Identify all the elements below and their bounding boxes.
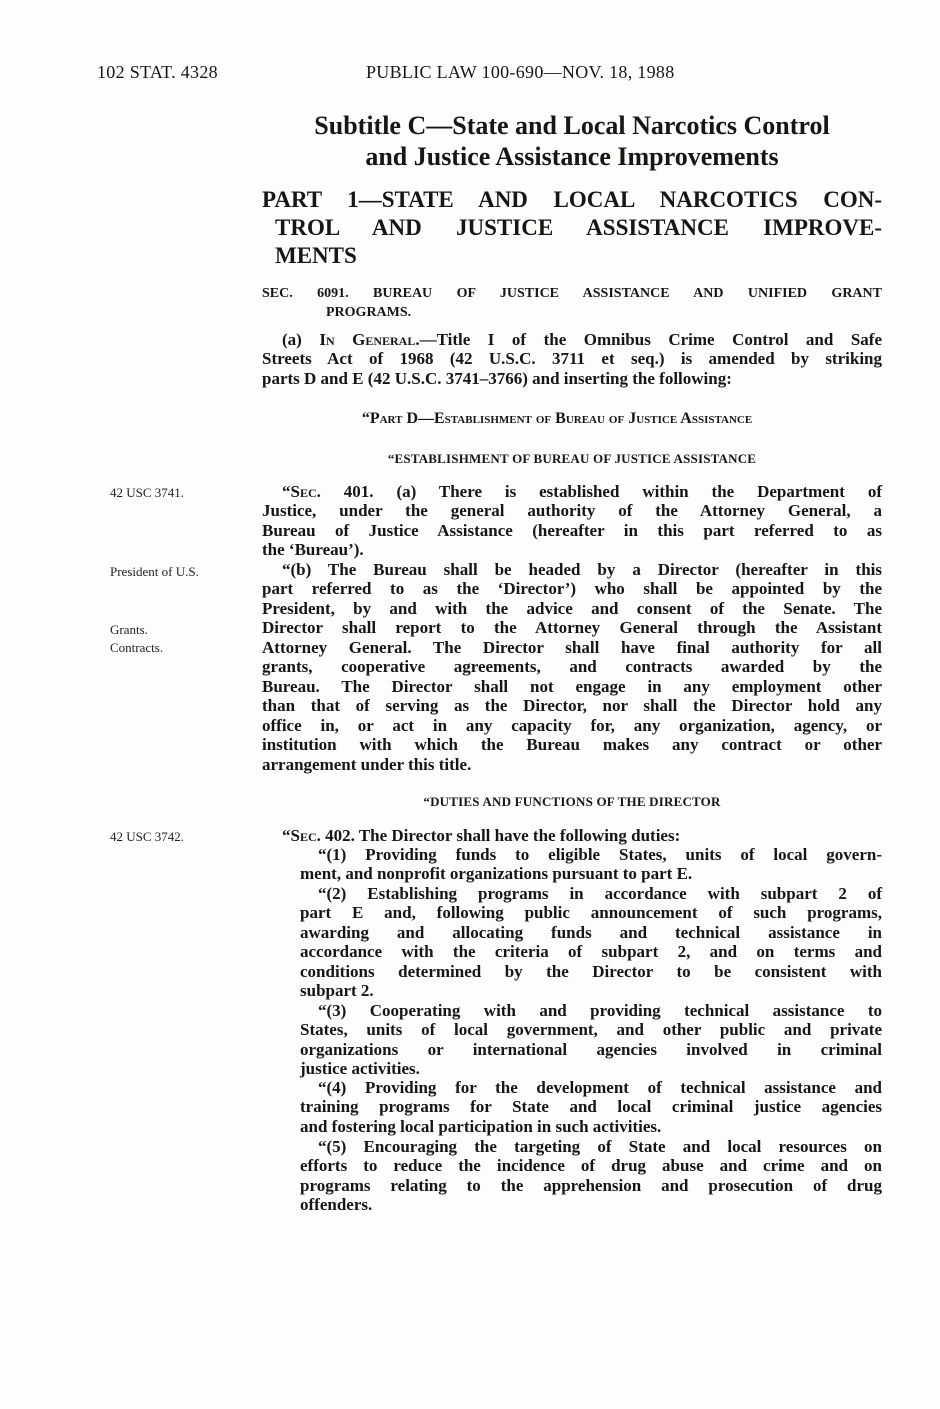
margin-note-grants: Grants.	[110, 622, 148, 637]
text-line: than that of serving as the Director, nor shall the Director hold any	[262, 696, 882, 716]
text-line: “Sec. 402. The Director shall have the following duties:	[282, 826, 681, 845]
part-d-heading: “Part D—Establishment of Bureau of Justice Assistance	[361, 410, 753, 427]
text-line: justice activities.	[300, 1059, 420, 1079]
margin-note-usc-3741: 42 USC 3741.	[110, 485, 185, 500]
margin-note-president: President of U.S.	[110, 564, 199, 579]
margin-note-contracts: Contracts.	[110, 640, 164, 655]
small-caps-lead: Sec.	[290, 826, 321, 845]
establishment-heading: “ESTABLISHMENT OF BUREAU OF JUSTICE ASSISTANCE	[387, 451, 757, 466]
section-401-b	[262, 560, 882, 774]
text-line: efforts to reduce the incidence of drug abuse and crime and on	[300, 1156, 882, 1176]
margin-note-usc-3742: 42 USC 3742.	[110, 829, 185, 844]
text-line: office in, or act in any capacity for, any organization, agency, or	[262, 715, 882, 735]
text-line: “Sec. 401. (a) There is established within the Department of	[282, 482, 882, 501]
text-line: PART 1—STATE AND LOCAL NARCOTICS CON-	[262, 187, 882, 212]
duty-3	[300, 1001, 882, 1079]
subtitle-line: Subtitle C—State and Local Narcotics Control	[314, 111, 830, 140]
text-line: grants, cooperative agreements, and contracts awarded by the	[262, 657, 882, 677]
text-line: parts D and E (42 U.S.C. 3741–3766) and inserting the following:	[262, 368, 732, 388]
text-line: “(3) Cooperating with and providing technical assistance to	[318, 1001, 882, 1020]
text-line: PROGRAMS.	[326, 304, 412, 320]
section-heading	[262, 285, 882, 322]
duty-1	[300, 845, 882, 884]
text-line: institution with which the Bureau makes any contract or other	[262, 735, 882, 755]
text-line: subpart 2.	[300, 981, 374, 1001]
text-line: accordance with the criteria of subpart 2, and on terms and	[300, 942, 882, 962]
text-line: Streets Act of 1968 (42 U.S.C. 3711 et seq.) is amended by striking	[262, 349, 882, 369]
text-line: SEC. 6091. BUREAU OF JUSTICE ASSISTANCE AND UNIFIED GRANT	[262, 286, 882, 301]
paragraph-a	[262, 330, 882, 388]
text-line: arrangement under this title.	[262, 754, 472, 774]
running-title: PUBLIC LAW 100-690—NOV. 18, 1988	[366, 62, 675, 82]
text-line: organizations or international agencies involved in criminal	[300, 1039, 882, 1059]
section-401-a	[262, 482, 882, 560]
text-line: Attorney General. The Director shall have final authority for all	[262, 637, 882, 657]
text-line: “(1) Providing funds to eligible States, units of local govern-	[318, 845, 882, 864]
text-line: MENTS	[275, 243, 357, 268]
text-line: programs relating to the apprehension and prosecution of drug	[300, 1175, 882, 1195]
text-line: “(b) The Bureau shall be headed by a Director (hereafter in this	[282, 560, 882, 579]
subtitle-line: and Justice Assistance Improvements	[365, 142, 779, 171]
text-line: Bureau of Justice Assistance (hereafter in this part referred to as	[262, 520, 882, 540]
text-line: Director shall report to the Attorney General through the Assistant	[262, 618, 882, 638]
duty-4	[300, 1078, 882, 1136]
text-line: offenders.	[300, 1195, 373, 1215]
text-line: Bureau. The Director shall not engage in any employment other	[262, 676, 882, 696]
text-line: awarding and allocating funds and technical assistance in	[300, 922, 882, 942]
text-line: States, units of local government, and other public and private	[300, 1020, 882, 1040]
section-402	[282, 826, 882, 845]
text-line: Justice, under the general authority of the Attorney General, a	[262, 501, 882, 521]
text-line: and fostering local participation in such activities.	[300, 1116, 662, 1136]
text-line: “(5) Encouraging the targeting of State and local resources on	[318, 1137, 882, 1156]
text-line: conditions determined by the Director to be consistent with	[300, 961, 882, 981]
text-line: part E and, following public announcement of such programs,	[300, 903, 882, 923]
text-line: “(2) Establishing programs in accordance with subpart 2 of	[318, 884, 882, 903]
text-line: part referred to as the ‘Director’) who shall be appointed by the	[262, 579, 882, 599]
small-caps-lead: In General.	[319, 330, 420, 349]
text-line: President, by and with the advice and consent of the Senate. The	[262, 598, 882, 618]
text-line: TROL AND JUSTICE ASSISTANCE IMPROVE-	[275, 215, 882, 240]
text-line: training programs for State and local criminal justice agencies	[300, 1097, 882, 1117]
text-line: ment, and nonprofit organizations pursuant to part E.	[300, 864, 693, 884]
subtitle-heading	[262, 110, 882, 172]
text-line: “(4) Providing for the development of technical assistance and	[318, 1078, 882, 1097]
text-line: (a) In General.—Title I of the Omnibus Crime Control and Safe	[282, 330, 883, 349]
duty-5	[300, 1137, 882, 1215]
page-reference: 102 STAT. 4328	[97, 62, 218, 82]
part-heading	[262, 186, 882, 270]
duties-heading: “DUTIES AND FUNCTIONS OF THE DIRECTOR	[423, 794, 721, 809]
small-caps-lead: Sec.	[290, 482, 321, 501]
duty-2	[300, 884, 882, 1001]
text-line: the ‘Bureau’).	[262, 540, 364, 560]
